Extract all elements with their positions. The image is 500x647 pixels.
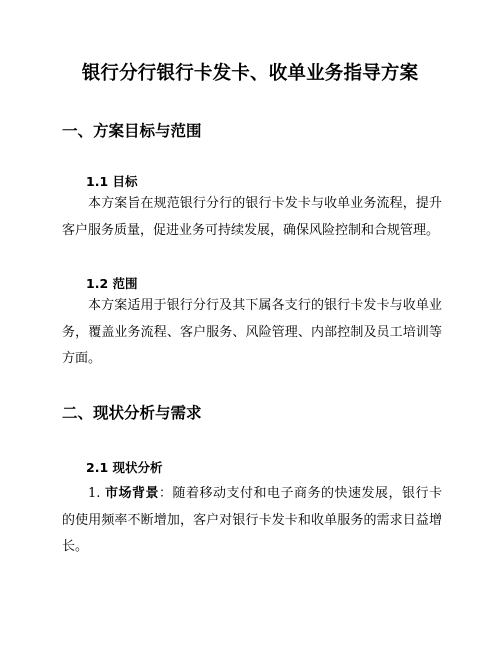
subsection-heading-goal: 1.1 目标 xyxy=(86,174,138,189)
paragraph-market-background xyxy=(62,481,442,561)
paragraph-market-background-body: ：随着移动支付和电子商务的快速发展，银行卡的使用频率不断增加，客户对银行卡发卡和收单服务的需求日益增长。 xyxy=(62,486,442,554)
list-number: 1. xyxy=(88,486,106,501)
subsection-heading-scope: 1.2 范围 xyxy=(86,276,138,291)
subsection-heading-status-analysis: 2.1 现状分析 xyxy=(86,460,163,475)
document-title: 银行分行银行卡发卡、收单业务指导方案 xyxy=(81,63,419,84)
section-heading-status-needs: 二、现状分析与需求 xyxy=(62,404,202,422)
lead-term-market-background: 市场背景 xyxy=(105,486,160,501)
paragraph-scope: 本方案适用于银行分行及其下属各支行的银行卡发卡与收单业务，覆盖业务流程、客户服务、风险管理、内部控制及员工培训等方面。 xyxy=(62,298,442,366)
paragraph-goal: 本方案旨在规范银行分行的银行卡发卡与收单业务流程，提升客户服务质量，促进业务可持续发展，确保风险控制和合规管理。 xyxy=(62,196,442,238)
section-heading-goals-scope: 一、方案目标与范围 xyxy=(62,122,202,140)
